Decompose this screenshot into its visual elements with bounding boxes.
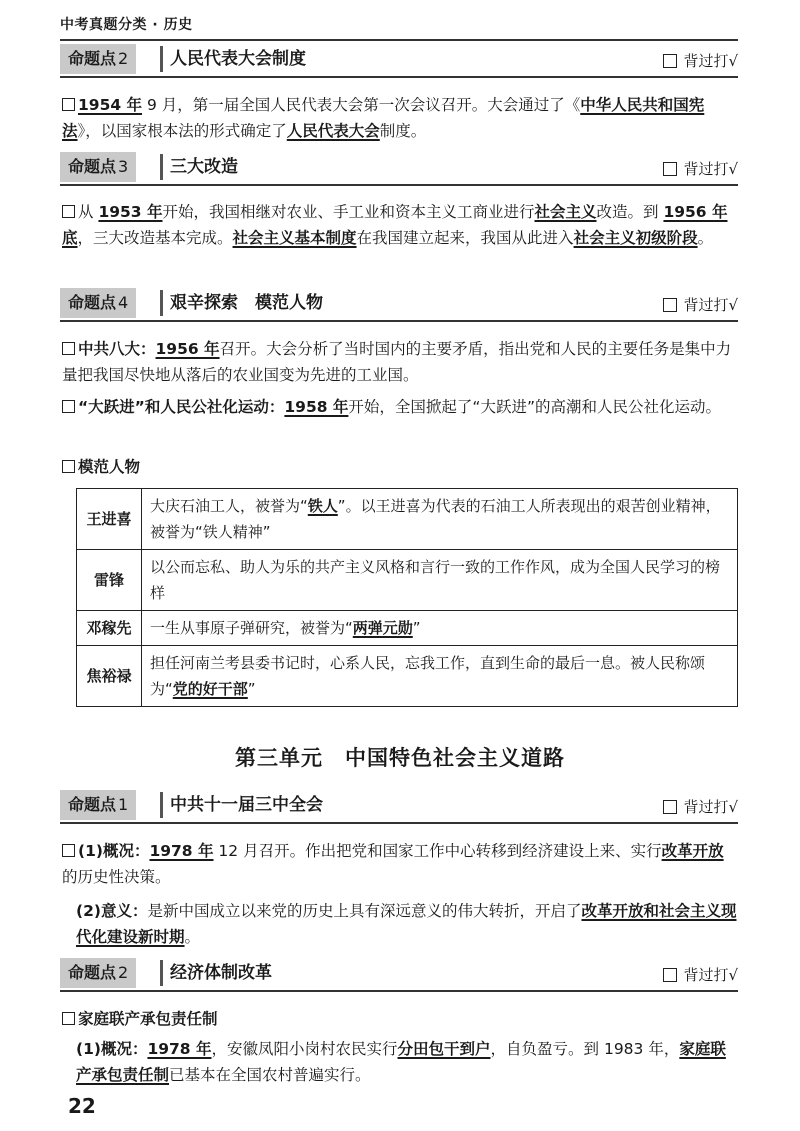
figure-name: 邓稼先 bbox=[77, 611, 142, 646]
checkbox-icon[interactable] bbox=[62, 205, 75, 218]
model-figures-table bbox=[76, 488, 738, 707]
checkbox-icon bbox=[663, 162, 677, 176]
checkbox-icon bbox=[663, 54, 677, 68]
para-great-leap: “大跃进”和人民公社化运动：1958 年开始，全国掀起了“大跃进”的高潮和人民公社化运动。 bbox=[62, 394, 738, 420]
section-tag: 命题点 4 bbox=[60, 288, 136, 318]
section-divider bbox=[160, 792, 163, 818]
para-three-reforms: 从 1953 年开始，我国相继对农业、手工业和资本主义工商业进行社会主义改造。到 1956 年底，三大改造基本完成。社会主义基本制度在我国建立起来，我国从此进入社会主义初级阶段。 bbox=[62, 203, 728, 247]
section-title: 三大改造 bbox=[170, 157, 238, 177]
figure-name: 雷锋 bbox=[77, 550, 142, 611]
para-plenum-overview: (1)概况：1978 年 12 月召开。作出把党和国家工作中心转移到经济建设上来、实行改革开放的历史性决策。 bbox=[62, 842, 724, 886]
section-divider bbox=[160, 290, 163, 316]
section-header-economic-reform bbox=[60, 958, 738, 992]
running-title: 中考真题分类 · 历史 bbox=[60, 17, 193, 33]
checkbox-icon[interactable] bbox=[62, 342, 75, 355]
section-tag: 命题点 2 bbox=[60, 44, 136, 74]
section-tag: 命题点 1 bbox=[60, 790, 136, 820]
checkbox-icon[interactable] bbox=[62, 1012, 75, 1025]
para-plenum-significance: (2)意义：是新中国成立以来党的历史上具有深远意义的伟大转折，开启了改革开放和社会主义现代化建设新时期。 bbox=[76, 902, 737, 946]
checkbox-icon bbox=[663, 968, 677, 982]
para-people-congress: 1954 年 9 月，第一届全国人民代表大会第一次会议召开。大会通过了《中华人民共和国宪法》，以国家根本法的形式确定了人民代表大会制度。 bbox=[62, 96, 705, 140]
checkbox-icon bbox=[663, 800, 677, 814]
table-row bbox=[77, 646, 738, 707]
section-rule bbox=[60, 320, 738, 322]
checkbox-icon[interactable] bbox=[62, 844, 75, 857]
memorized-checkbox[interactable]: 背过打√ bbox=[663, 294, 738, 316]
section-header-three-reforms bbox=[60, 152, 738, 186]
table-row bbox=[77, 489, 738, 550]
section-title: 经济体制改革 bbox=[170, 963, 272, 983]
section-title: 艰辛探索 模范人物 bbox=[170, 293, 323, 313]
section-title: 中共十一届三中全会 bbox=[170, 795, 323, 815]
section-header-third-plenum bbox=[60, 790, 738, 824]
figure-description: 担任河南兰考县委书记时，心系人民，忘我工作，直到生命的最后一息。被人民称颂为“党的好干部” bbox=[142, 646, 738, 707]
checkbox-icon[interactable] bbox=[62, 98, 75, 111]
figure-name: 王进喜 bbox=[77, 489, 142, 550]
section-rule bbox=[60, 990, 738, 992]
checkbox-icon[interactable] bbox=[62, 400, 75, 413]
section-divider bbox=[160, 960, 163, 986]
table-row bbox=[77, 550, 738, 611]
section-tag: 命题点 2 bbox=[60, 958, 136, 988]
figure-name: 焦裕禄 bbox=[77, 646, 142, 707]
memorized-checkbox[interactable]: 背过打√ bbox=[663, 796, 738, 818]
section-header-people-congress bbox=[60, 44, 738, 78]
figure-description: 一生从事原子弹研究，被誉为“两弹元勋” bbox=[142, 611, 738, 646]
para-household-contract: (1)概况：1978 年，安徽凤阳小岗村农民实行分田包干到户，自负盈亏。到 1983 年，家庭联产承包责任制已基本在全国农村普遍实行。 bbox=[76, 1040, 726, 1084]
section-rule bbox=[60, 76, 738, 78]
section-divider bbox=[160, 46, 163, 72]
memorized-checkbox[interactable]: 背过打√ bbox=[663, 158, 738, 180]
section-divider bbox=[160, 154, 163, 180]
memorized-checkbox[interactable]: 背过打√ bbox=[663, 50, 738, 72]
header-rule bbox=[60, 39, 738, 41]
para-eighth-congress: 中共八大：1956 年召开。大会分析了当时国内的主要矛盾，指出党和人民的主要任务是集中力量把我国尽快地从落后的农业国变为先进的工业国。 bbox=[62, 340, 732, 384]
figure-description: 以公而忘私、助人为乐的共产主义风格和言行一致的工作作风，成为全国人民学习的榜样 bbox=[142, 550, 738, 611]
figure-description: 大庆石油工人，被誉为“铁人”。以王进喜为代表的石油工人所表现出的艰苦创业精神，被誉为“铁人精神” bbox=[142, 489, 738, 550]
checkbox-icon bbox=[663, 298, 677, 312]
unit-title: 第三单元 中国特色社会主义道路 bbox=[235, 746, 565, 770]
section-rule bbox=[60, 822, 738, 824]
section-rule bbox=[60, 184, 738, 186]
page-number: 22 bbox=[68, 1094, 96, 1118]
para-household-contract-label: 家庭联产承包责任制 bbox=[62, 1006, 738, 1032]
section-header-exploration bbox=[60, 288, 738, 322]
section-tag: 命题点 3 bbox=[60, 152, 136, 182]
checkbox-icon[interactable] bbox=[62, 460, 75, 473]
para-model-figures-label: 模范人物 bbox=[62, 454, 738, 480]
table-row bbox=[77, 611, 738, 646]
section-title: 人民代表大会制度 bbox=[170, 49, 306, 69]
memorized-checkbox[interactable]: 背过打√ bbox=[663, 964, 738, 986]
